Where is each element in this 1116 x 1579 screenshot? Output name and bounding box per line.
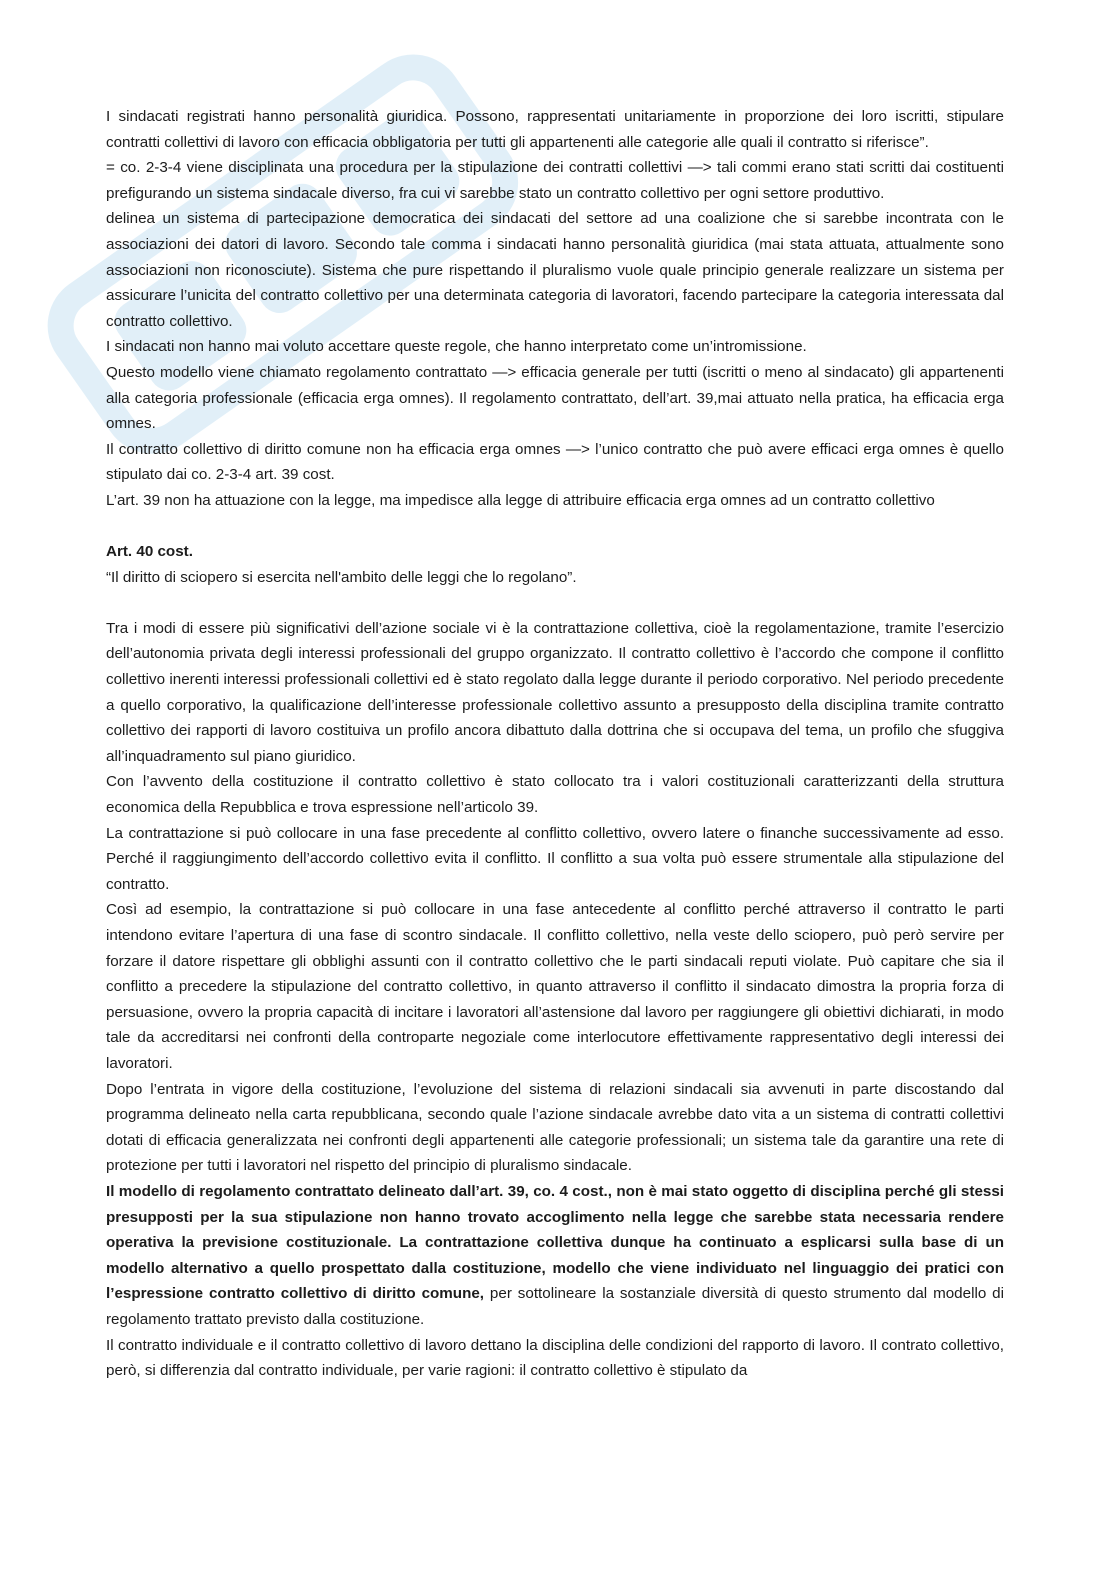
paragraph: Questo modello viene chiamato regolamento contrattato —> efficacia generale per tutti (iscritti o meno al sindacato) gli appartenenti alla categoria professionale (efficacia erga omnes). Il regolamento contrattato, dell’art. 39,mai attuato nella pratica, ha efficacia erga omnes. <box>106 363 1004 433</box>
paragraph: I sindacati non hanno mai voluto accettare queste regole, che hanno interpretato come un’intromissione. <box>106 338 807 356</box>
bold-paragraph <box>106 1179 1004 1333</box>
paragraph: Dopo l’entrata in vigore della costituzione, l’evoluzione del sistema di relazioni sindacali sia avvenuti in parte discostando dal programma delineato nella carta repubblicana, secondo quale l’azione sindacale avrebbe dato vita a un sistema di contratti collettivi dotati di efficacia generalizzata nei confronti degli appartenenti alle categorie professionali; un sistema tale da garantire una rete di protezione per tutti i lavoratori nel rispetto del principio di pluralismo sindacale. <box>106 1080 1004 1175</box>
section-heading: Art. 40 cost. <box>106 543 193 561</box>
paragraph: Così ad esempio, la contrattazione si può collocare in una fase antecedente al conflitto perché attraverso il contratto le parti intendono evitare l’apertura di una fase di scontro sindacale. Il conflitto collettivo, nella veste dello sciopero, può però servire per forzare il datore rispettare gli obblighi assunti con il contratto collettivo che le parti sindacali reputi violate. Può capitare che sia il conflitto a precedere la stipulazione del contratto collettivo, in quanto attraverso il conflitto il sindacato dimostra la propria forza di persuasione, ovvero la propria capacità di incitare i lavoratori all’astensione dal lavoro per raggiungere gli obiettivi dichiarati, in modo tale da accreditarsi nei confronti della controparte negoziale come interlocutore effettivamente rappresentativo degli interessi dei lavoratori. <box>106 901 1004 1072</box>
paragraph: Con l’avvento della costituzione il contratto collettivo è stato collocato tra i valori costituzionali caratterizzanti della struttura economica della Repubblica e trova espressione nell’articolo 39. <box>106 773 1004 817</box>
paragraph: = co. 2-3-4 viene disciplinata una procedura per la stipulazione dei contratti collettivi —> tali commi erano stati scritti dai costituenti prefigurando un sistema sindacale diverso, fra cui vi sarebbe stato un contratto collettivo per ogni settore produttivo. <box>106 159 1004 202</box>
paragraph: delinea un sistema di partecipazione democratica dei sindacati del settore ad una coalizione che si sarebbe incontrata con le associazioni dei datori di lavoro. Secondo tale comma i sindacati hanno personalità giuridica (mai stata attuata, attualmente sono associazioni non riconosciute). Sistema che pure rispettando il pluralismo vuole quale principio generale realizzare un sistema per assicurare l’unicita del contratto collettivo per una determinata categoria di lavoratori, facendo partecipare la categoria interessata dal contratto collettivo. <box>106 210 1004 330</box>
paragraph: I sindacati registrati hanno personalità giuridica. Possono, rappresentati unitariamente in proporzione dei loro iscritti, stipulare contratti collettivi di lavoro con efficacia obbligatoria per tutti gli appartenenti alle categorie alle quali il contratto si riferisce”. <box>106 108 1004 151</box>
paragraph: Il contratto individuale e il contratto collettivo di lavoro dettano la disciplina delle condizioni del rapporto di lavoro. Il contrato collettivo, però, si differenzia dal contratto individuale, per varie ragioni: il contratto collettivo è stipulato da <box>106 1336 1004 1380</box>
article-quote: “Il diritto di sciopero si esercita nell'ambito delle leggi che lo regolano”. <box>106 568 577 586</box>
normal-text: per sottolineare la sostanziale diversità di questo strumento dal modello di regolamento trattato previsto dalla costituzione. <box>106 1285 1004 1328</box>
spacer <box>106 590 1004 616</box>
paragraph: La contrattazione si può collocare in una fase precedente al conflitto collettivo, ovvero latere o finanche successivamente ad esso. Perché il raggiungimento dell’accordo collettivo evita il conflitto. Il conflitto a sua volta può essere strumentale alla stipulazione del contratto. <box>106 824 1004 893</box>
paragraph: L’art. 39 non ha attuazione con la legge, ma impedisce alla legge di attribuire efficacia erga omnes ad un contratto collettivo <box>106 491 935 509</box>
document-page <box>106 104 1004 1384</box>
bold-text: Il modello di regolamento contrattato delineato dall’art. 39, co. 4 cost., non è mai stato oggetto di disciplina perché gli stessi presupposti per la sua stipulazione non hanno trovato accoglimento nella legge che sarebbe stata necessaria rendere operativa la previsione costituzionale. La contrattazione collettiva dunque ha continuato a esplicarsi sulla base di un modello alternativo a quello prospettato dalla costituzione, modello che viene individuato nel linguaggio dei pratici con l’espressione contratto collettivo di diritto comune, <box>106 1182 1004 1303</box>
spacer <box>106 514 1004 540</box>
paragraph: Tra i modi di essere più significativi dell’azione sociale vi è la contrattazione collettiva, cioè la regolamentazione, tramite l’esercizio dell’autonomia privata degli interessi professionali del gruppo organizzato. Il contratto collettivo è l’accordo che compone il conflitto collettivo inerenti interessi professionali collettivi ed è stato regolato dalla legge durante il periodo corporativo. Nel periodo precedente a quello corporativo, la qualificazione dell’interesse professionale collettivo assunto a presupposto della disciplina tramite contratto collettivo dei rapporti di lavoro costituiva un profilo ancora dibattuto dalla dottrina che si occupava del tema, un profilo che sfuggiva all’inquadramento sul piano giuridico. <box>106 619 1004 765</box>
paragraph: Il contratto collettivo di diritto comune non ha efficacia erga omnes —> l’unico contratto che può avere efficaci erga omnes è quello stipulato dai co. 2-3-4 art. 39 cost. <box>106 440 1004 484</box>
